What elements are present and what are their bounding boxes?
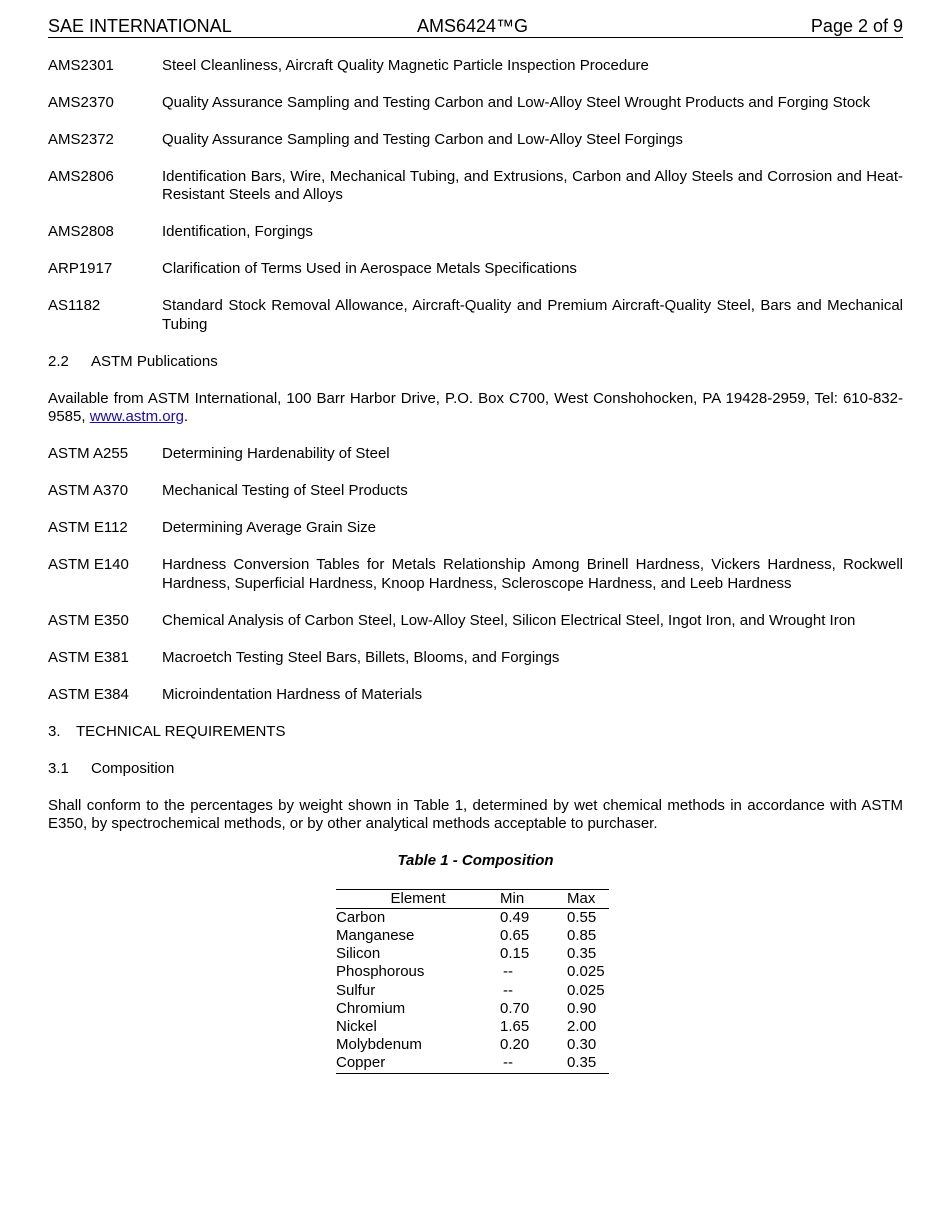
section-2-2-heading: 2.2 ASTM Publications <box>48 352 218 370</box>
element-cell: Chromium <box>336 999 406 1017</box>
header-element: Element <box>336 889 500 908</box>
astm-link[interactable]: www.astm.org <box>89 408 184 425</box>
section-3-heading: 3. TECHNICAL REQUIREMENTS <box>48 722 286 740</box>
reference-code: ASTM E384 <box>48 685 129 703</box>
astm-intro-paragraph: Available from ASTM International, 100 Barr Harbor Drive, P.O. Box C700, West Conshohocken, PA 19428-2959, Tel: 610-832-9585, www.astm.org. <box>48 389 903 425</box>
reference-code: AMS2372 <box>48 130 114 148</box>
table-row <box>336 1036 609 1054</box>
reference-code: AS1182 <box>48 297 101 314</box>
reference-item <box>48 445 903 464</box>
reference-title: Standard Stock Removal Allowance, Aircraft-Quality and Premium Aircraft-Quality Steel, Bars and Mechanical Tubing <box>162 297 903 333</box>
max-cell: 0.35 <box>567 1054 609 1073</box>
section-3-1-heading: 3.1 Composition <box>48 759 175 777</box>
element-cell: Molybdenum <box>336 1036 422 1054</box>
header-max: Max <box>567 889 609 908</box>
reference-code: AMS2808 <box>48 223 114 240</box>
max-cell: 2.00 <box>567 1017 597 1035</box>
document-body <box>48 57 903 1074</box>
reference-code: ASTM E140 <box>48 556 129 573</box>
max-cell: 0.85 <box>567 926 597 944</box>
element-cell: Nickel <box>336 1017 377 1035</box>
table-row <box>336 1018 609 1036</box>
header-doc-number: AMS6424™G <box>417 16 529 36</box>
min-cell: 1.65 <box>500 1017 530 1035</box>
ams-reference-list <box>48 57 903 335</box>
composition-paragraph: Shall conform to the percentages by weight shown in Table 1, determined by wet chemical methods in accordance with ASTM E350, by spectrochemical methods, or by other analytical methods acceptable to purchaser. <box>48 796 903 832</box>
table-row <box>336 908 609 927</box>
composition-table <box>336 889 609 1074</box>
page-header <box>48 15 903 38</box>
reference-code: AMS2370 <box>48 93 114 111</box>
table-row <box>336 982 609 1000</box>
max-cell: 0.025 <box>567 963 605 981</box>
reference-item <box>48 686 903 705</box>
reference-item <box>48 131 903 150</box>
min-cell: -- <box>503 981 513 999</box>
header-org: SAE INTERNATIONAL <box>48 16 232 36</box>
table-row <box>336 963 609 981</box>
reference-title: Quality Assurance Sampling and Testing Carbon and Low-Alloy Steel Forgings <box>162 130 683 148</box>
reference-item <box>48 556 903 593</box>
element-cell: Silicon <box>336 945 381 963</box>
reference-title: Chemical Analysis of Carbon Steel, Low-Alloy Steel, Silicon Electrical Steel, Ingot Iron, and Wrought Iron <box>162 611 856 629</box>
reference-code: ASTM A255 <box>48 445 129 462</box>
table-row <box>336 1000 609 1018</box>
table-row <box>336 927 609 945</box>
reference-item <box>48 260 903 279</box>
max-cell: 0.30 <box>567 1036 597 1054</box>
max-cell: 0.90 <box>567 999 597 1017</box>
reference-item <box>48 482 903 501</box>
reference-title: Determining Average Grain Size <box>162 519 376 536</box>
reference-code: ASTM E112 <box>48 519 128 536</box>
reference-code: ASTM E350 <box>48 611 129 629</box>
reference-title: Determining Hardenability of Steel <box>162 445 390 462</box>
min-cell: -- <box>503 963 513 981</box>
reference-title: Hardness Conversion Tables for Metals Relationship Among Brinell Hardness, Vickers Hardness, Rockwell Hardness, Superficial Hardness, Knoop Hardness, Scleroscope Hardness, and Leeb Hardness <box>162 556 903 592</box>
reference-title: Mechanical Testing of Steel Products <box>162 482 408 499</box>
reference-item <box>48 612 903 631</box>
table-row <box>336 945 609 963</box>
reference-item <box>48 519 903 538</box>
table-header-row <box>336 889 609 908</box>
element-cell: Phosphorous <box>336 963 425 981</box>
reference-title: Identification Bars, Wire, Mechanical Tubing, and Extrusions, Carbon and Alloy Steels and Corrosion and Heat-Resistant Steels and Alloys <box>162 167 903 203</box>
min-cell: 0.70 <box>500 999 530 1017</box>
reference-code: ARP1917 <box>48 260 113 277</box>
reference-item <box>48 94 903 113</box>
table-caption: Table 1 - Composition <box>397 852 554 869</box>
min-cell: -- <box>500 1054 567 1073</box>
astm-reference-list <box>48 445 903 704</box>
reference-code: AMS2806 <box>48 167 114 185</box>
element-cell: Carbon <box>336 908 386 926</box>
reference-code: ASTM A370 <box>48 482 129 499</box>
reference-title: Clarification of Terms Used in Aerospace Metals Specifications <box>162 260 577 277</box>
reference-title: Macroetch Testing Steel Bars, Billets, Blooms, and Forgings <box>162 648 560 666</box>
min-cell: 0.15 <box>500 945 530 963</box>
element-cell: Copper <box>336 1054 500 1073</box>
reference-code: ASTM E381 <box>48 648 129 666</box>
reference-item <box>48 57 903 76</box>
max-cell: 0.025 <box>567 981 605 999</box>
reference-title: Steel Cleanliness, Aircraft Quality Magnetic Particle Inspection Procedure <box>162 56 649 74</box>
header-min: Min <box>500 889 567 908</box>
header-page-number: Page 2 of 9 <box>810 16 903 36</box>
reference-item <box>48 168 903 205</box>
element-cell: Manganese <box>336 926 415 944</box>
reference-item <box>48 223 903 242</box>
reference-title: Identification, Forgings <box>162 223 313 240</box>
max-cell: 0.55 <box>567 908 597 926</box>
max-cell: 0.35 <box>567 945 597 963</box>
table-row <box>336 1054 609 1073</box>
document-page <box>48 15 903 1074</box>
min-cell: 0.49 <box>500 908 530 926</box>
min-cell: 0.65 <box>500 926 530 944</box>
reference-code: AMS2301 <box>48 56 114 74</box>
reference-title: Microindentation Hardness of Materials <box>162 685 423 703</box>
reference-item <box>48 649 903 668</box>
element-cell: Sulfur <box>336 981 376 999</box>
min-cell: 0.20 <box>500 1036 530 1054</box>
reference-title: Quality Assurance Sampling and Testing Carbon and Low-Alloy Steel Wrought Products and Forging Stock <box>162 93 871 111</box>
reference-item <box>48 297 903 334</box>
